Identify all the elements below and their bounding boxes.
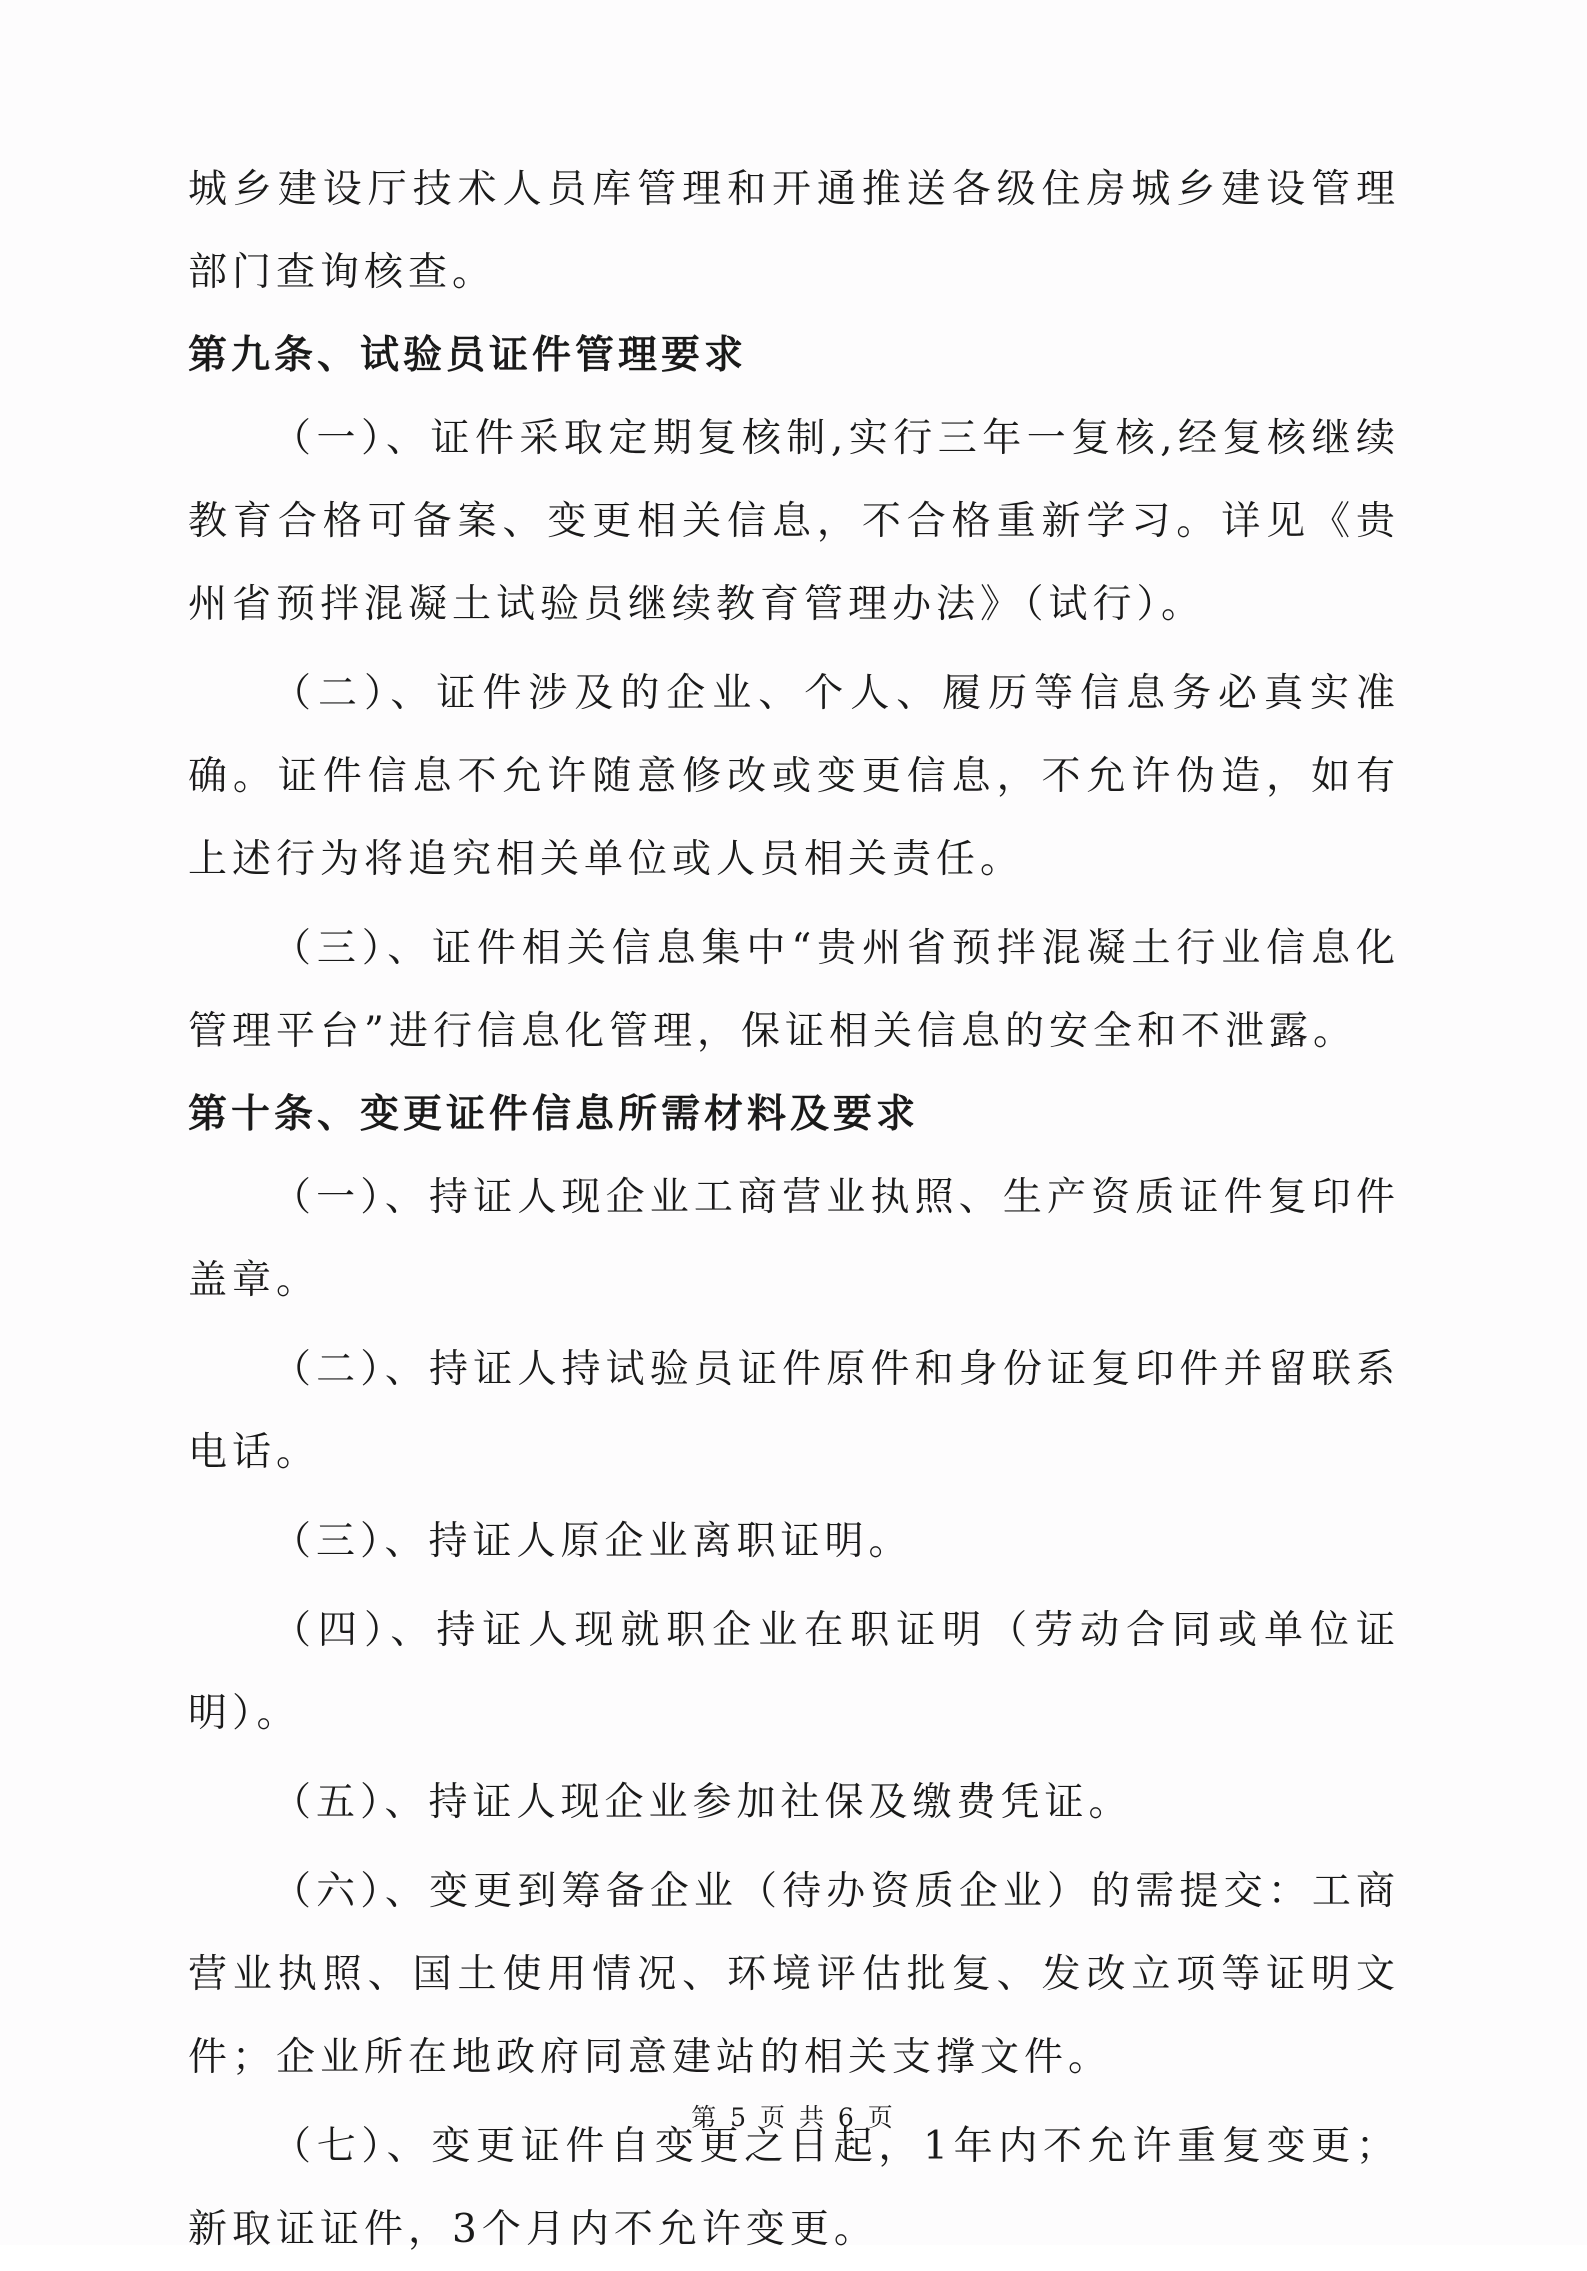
article-10-item-1: （一）、持证人现企业工商营业执照、生产资质证件复印件盖章。 bbox=[188, 1175, 1400, 1303]
article-9-item-2: （二）、证件涉及的企业、个人、履历等信息务必真实准确。证件信息不允许随意修改或变更信息，不允许伪造，如有上述行为将追究相关单位或人员相关责任。 bbox=[188, 671, 1400, 882]
article-9-heading: 第九条、试验员证件管理要求 bbox=[188, 332, 748, 378]
article-9-item-1: （一）、证件采取定期复核制,实行三年一复核,经复核继续教育合格可备案、变更相关信息，不合格重新学习。详见《贵州省预拌混凝土试验员继续教育管理办法》（试行）。 bbox=[188, 416, 1400, 627]
article-10-item-4: （四）、持证人现就职企业在职证明（劳动合同或单位证明）。 bbox=[188, 1608, 1400, 1736]
document-body bbox=[188, 148, 1400, 2271]
article-10-item-6: （六）、变更到筹备企业（待办资质企业）的需提交：工商营业执照、国土使用情况、环境评估批复、发改立项等证明文件；企业所在地政府同意建站的相关支撑文件。 bbox=[188, 1869, 1400, 2080]
article-10-item-3: （三）、持证人原企业离职证明。 bbox=[272, 1519, 913, 1564]
article-10-item-7: （七）、变更证件自变更之日起，1年内不允许重复变更；新取证证件，3个月内不允许变更。 bbox=[188, 2124, 1400, 2252]
article-10-item-5: （五）、持证人现企业参加社保及缴费凭证。 bbox=[272, 1780, 1133, 1825]
article-10-item-2: （二）、持证人持试验员证件原件和身份证复印件并留联系电话。 bbox=[188, 1347, 1400, 1475]
page-number-footer: 第 5 页 共 6 页 bbox=[691, 2103, 896, 2132]
article-10-heading: 第十条、变更证件信息所需材料及要求 bbox=[188, 1091, 920, 1137]
article-9-item-3: （三）、证件相关信息集中“贵州省预拌混凝土行业信息化管理平台”进行信息化管理，保证相关信息的安全和不泄露。 bbox=[188, 926, 1400, 1054]
paragraph-continued: 城乡建设厅技术人员库管理和开通推送各级住房城乡建设管理部门查询核查。 bbox=[188, 167, 1400, 295]
